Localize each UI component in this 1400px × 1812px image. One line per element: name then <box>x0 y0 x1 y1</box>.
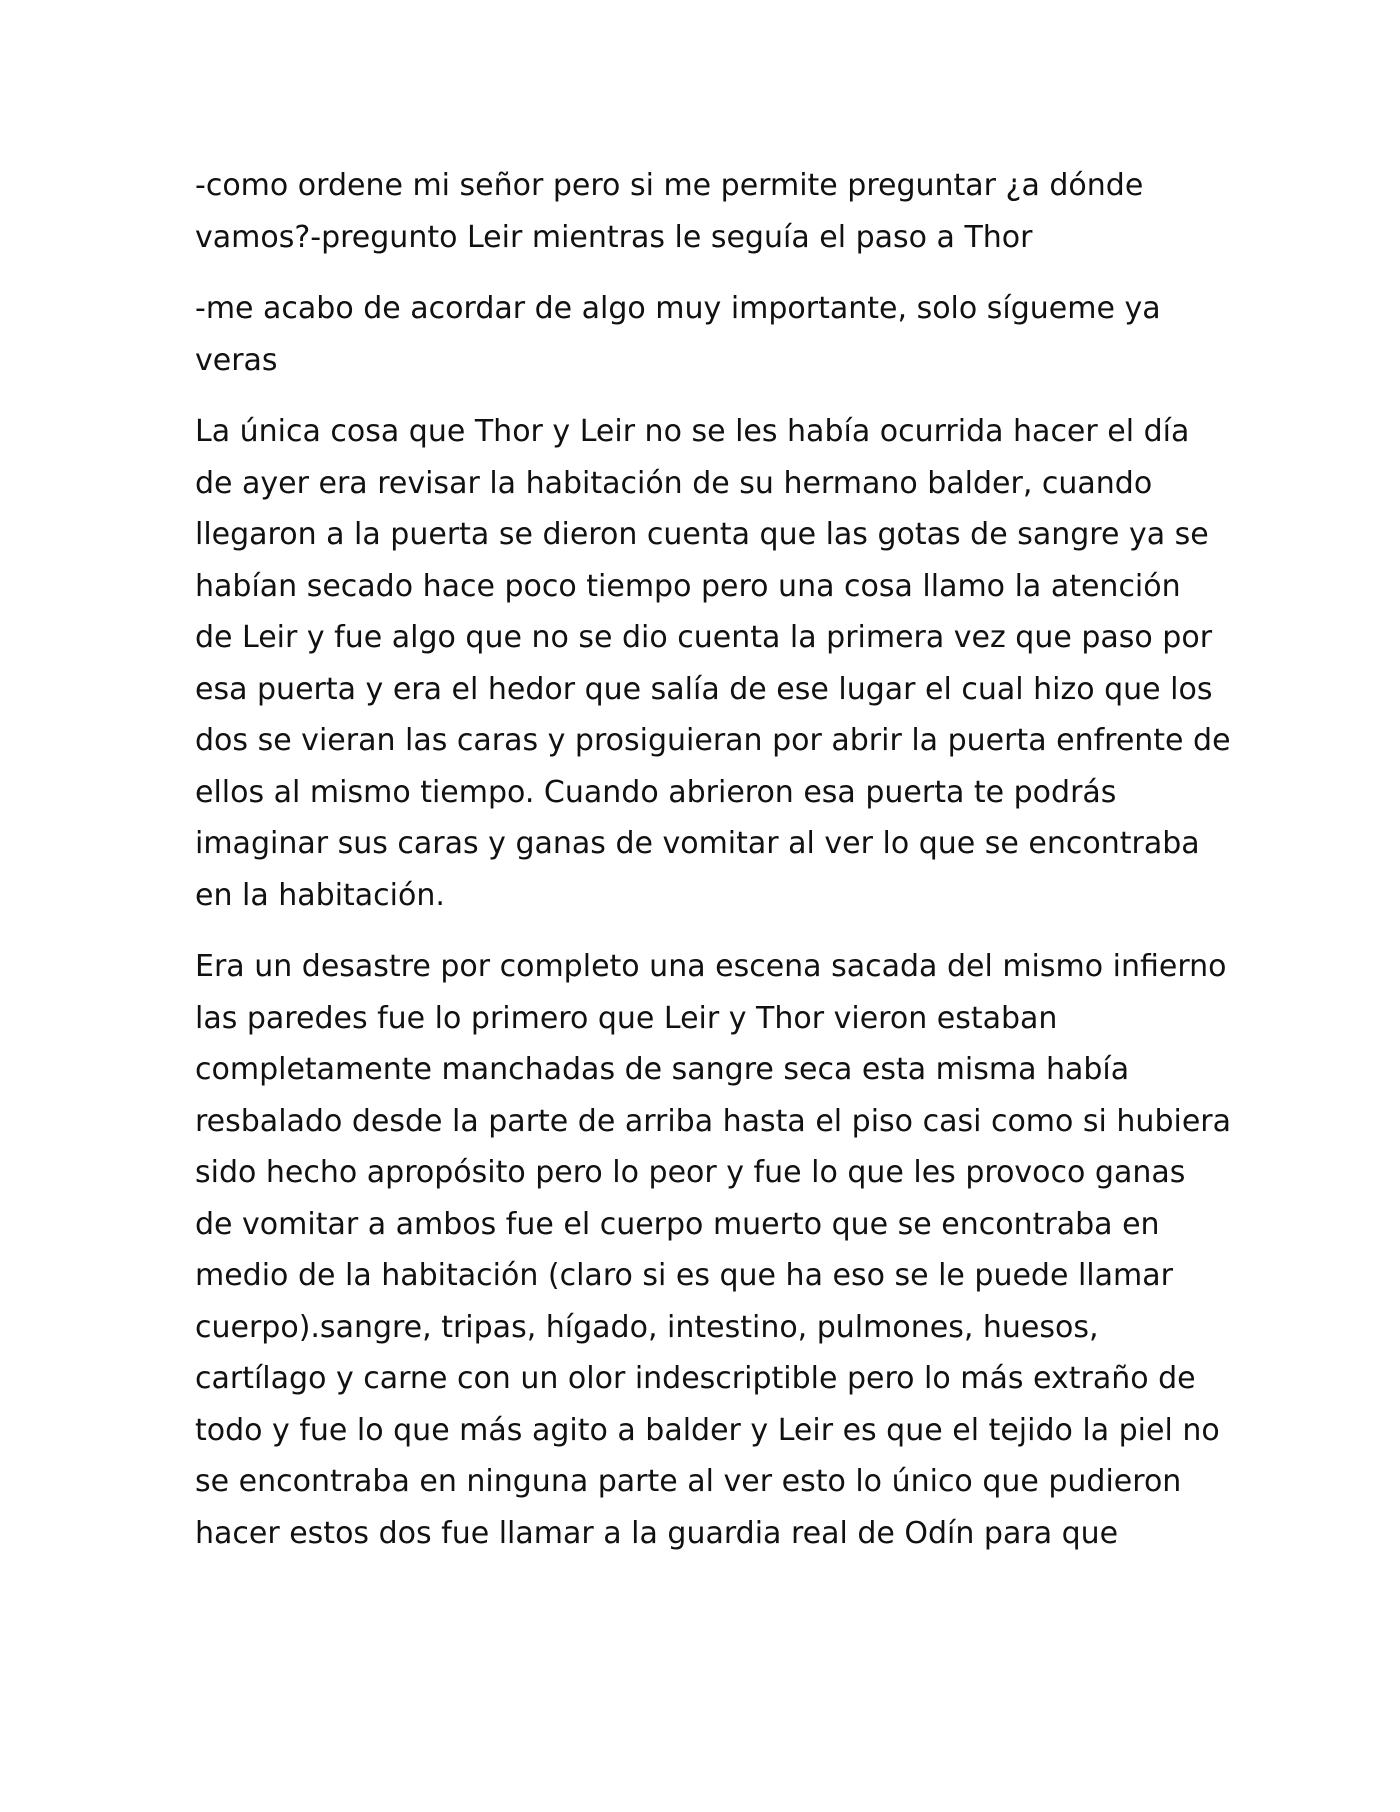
text-line: hacer estos dos fue llamar a la guardia real de Odín para que <box>195 1515 1119 1551</box>
text-line: llegaron a la puerta se dieron cuenta que las gotas de sangre ya se <box>195 517 1209 552</box>
text-line: resbalado desde la parte de arriba hasta el piso casi como si hubiera <box>195 1103 1231 1139</box>
text-line: dos se vieran las caras y prosiguieran por abrir la puerta enfrente de <box>195 723 1231 758</box>
document-body <box>195 160 1231 1559</box>
text-line: medio de la habitación (claro si es que ha eso se le puede llamar <box>195 1258 1173 1293</box>
text-line: esa puerta y era el hedor que salía de ese lugar el cual hizo que los <box>195 671 1213 707</box>
paragraph-dialogue-1 <box>195 160 1215 263</box>
text-line: de Leir y fue algo que no se dio cuenta la primera vez que paso por <box>195 620 1213 655</box>
text-line: se encontraba en ninguna parte al ver esto lo único que pudieron <box>195 1464 1182 1499</box>
text-line: cartílago y carne con un olor indescriptible pero lo más extraño de <box>195 1361 1196 1396</box>
text-line: vamos?-pregunto Leir mientras le seguía el paso a Thor <box>195 219 1033 255</box>
text-line: -como ordene mi señor pero si me permite preguntar ¿a dónde <box>195 168 1144 203</box>
text-line: completamente manchadas de sangre seca esta misma había <box>195 1052 1130 1087</box>
text-line: La única cosa que Thor y Leir no se les había ocurrida hacer el día <box>195 414 1190 449</box>
paragraph-narrative-1 <box>195 406 1231 921</box>
text-line: las paredes fue lo primero que Leir y Thor vieron estaban <box>195 1000 1058 1036</box>
text-line: imaginar sus caras y ganas de vomitar al ver lo que se encontraba <box>195 826 1200 861</box>
text-line: -me acabo de acordar de algo muy importante, solo sígueme ya <box>195 291 1161 326</box>
paragraph-narrative-2 <box>195 941 1231 1559</box>
text-line: de ayer era revisar la habitación de su hermano balder, cuando <box>195 465 1153 501</box>
text-line: cuerpo).sangre, tripas, hígado, intestino, pulmones, huesos, <box>195 1309 1099 1345</box>
text-line: de vomitar a ambos fue el cuerpo muerto que se encontraba en <box>195 1206 1160 1242</box>
text-line: habían secado hace poco tiempo pero una cosa llamo la atención <box>195 568 1181 604</box>
text-line: ellos al mismo tiempo. Cuando abrieron esa puerta te podrás <box>195 774 1117 810</box>
text-line: sido hecho apropósito pero lo peor y fue lo que les provoco ganas <box>195 1155 1186 1190</box>
text-line: Era un desastre por completo una escena sacada del mismo infierno <box>195 949 1227 984</box>
text-line: en la habitación. <box>195 877 445 913</box>
text-line: veras <box>195 342 278 378</box>
text-line: todo y fue lo que más agito a balder y Leir es que el tejido la piel no <box>195 1412 1220 1448</box>
paragraph-dialogue-2 <box>195 283 1215 386</box>
